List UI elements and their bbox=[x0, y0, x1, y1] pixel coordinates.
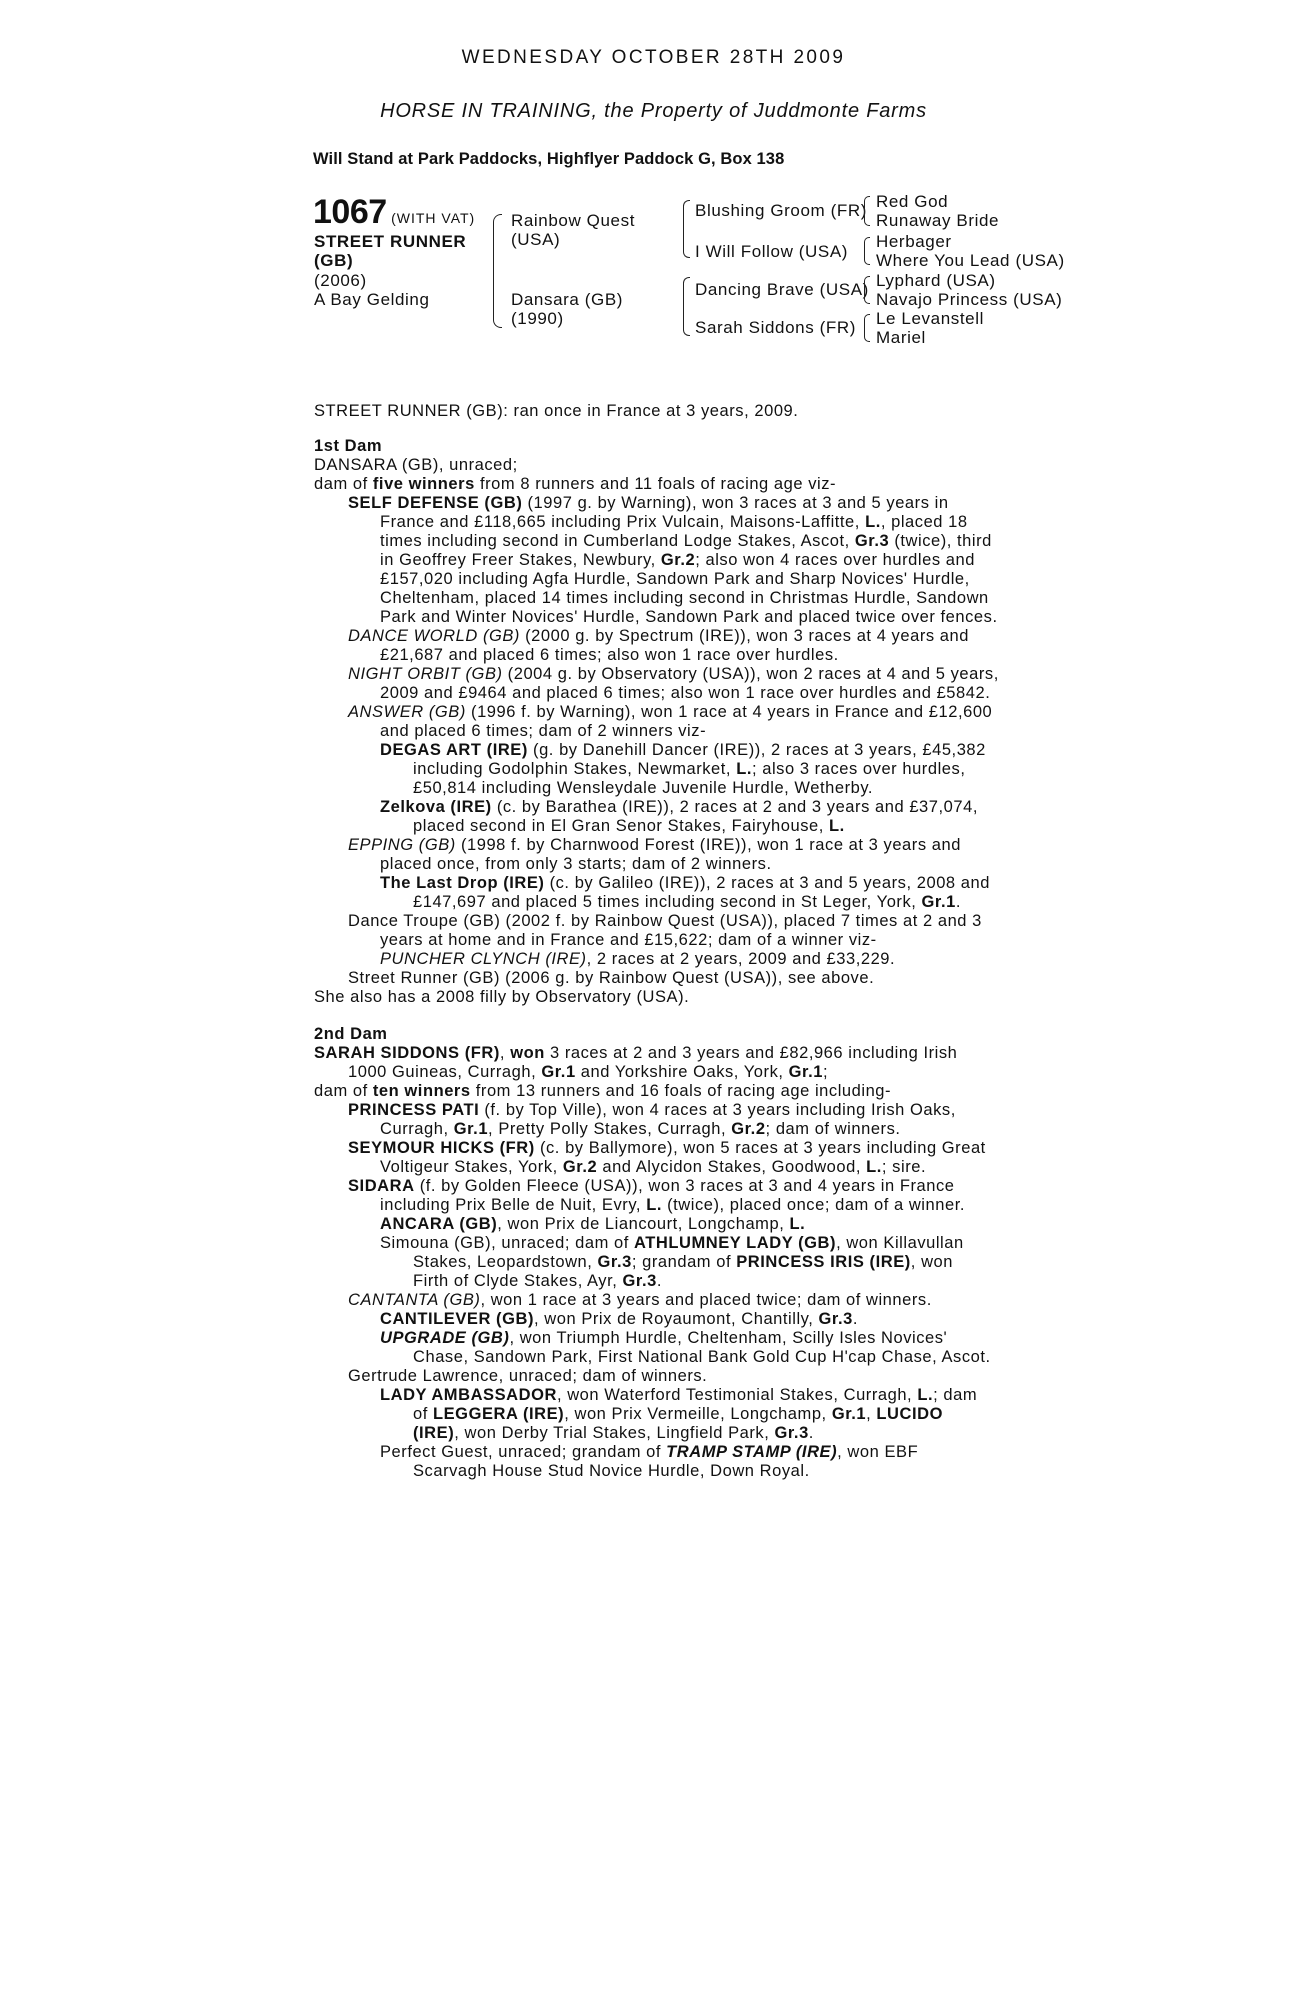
produce-entry-cont: Park and Winter Novices' Hurdle, Sandown Park and placed twice over fences. bbox=[380, 608, 998, 626]
produce-entry-cont: (IRE), won Derby Trial Stakes, Lingfield Park, Gr.3. bbox=[413, 1424, 814, 1442]
produce-entry-cont: Chase, Sandown Park, First National Bank Gold Cup H'cap Chase, Ascot. bbox=[413, 1348, 991, 1366]
produce-entry: CANTILEVER (GB), won Prix de Royaumont, Chantilly, Gr.3. bbox=[380, 1310, 858, 1328]
pedigree-brace-ds bbox=[864, 276, 870, 304]
produce-entry: SIDARA (f. by Golden Fleece (USA)), won 3 races at 3 and 4 years in France bbox=[348, 1177, 955, 1195]
sire-dam-sire: Herbager bbox=[876, 232, 952, 251]
sire-sire-sire: Red God bbox=[876, 192, 949, 211]
produce-entry-cont: 2009 and £9464 and placed 6 times; also won 1 race over hurdles and £5842. bbox=[380, 684, 991, 702]
produce-entry-cont: placed once, from only 3 starts; dam of 2 winners. bbox=[380, 855, 772, 873]
produce-entry-cont: and placed 6 times; dam of 2 winners viz- bbox=[380, 722, 707, 740]
produce-entry: DEGAS ART (IRE) (g. by Danehill Dancer (IRE)), 2 races at 3 years, £45,382 bbox=[380, 741, 986, 759]
pedigree-brace-sire bbox=[683, 200, 690, 258]
lot-number-line bbox=[313, 193, 475, 232]
dam-dam-dam: Mariel bbox=[876, 328, 926, 347]
horse-description: A Bay Gelding bbox=[314, 290, 430, 309]
sire-country: (USA) bbox=[511, 230, 561, 249]
produce-entry: Zelkova (IRE) (c. by Barathea (IRE)), 2 races at 2 and 3 years and £37,074, bbox=[380, 798, 978, 816]
produce-entry-cont: including Godolphin Stakes, Newmarket, L.; also 3 races over hurdles, bbox=[413, 760, 966, 778]
lot-number: 1067 bbox=[313, 193, 387, 231]
section-gap bbox=[314, 1007, 994, 1025]
produce-entry: ANCARA (GB), won Prix de Liancourt, Longchamp, L. bbox=[380, 1215, 806, 1233]
sire-dam-dam: Where You Lead (USA) bbox=[876, 251, 1065, 270]
second-dam-heading: 2nd Dam bbox=[314, 1025, 388, 1043]
produce-entry: PUNCHER CLYNCH (IRE), 2 races at 2 years, 2009 and £33,229. bbox=[380, 950, 896, 968]
produce-entry-cont: Scarvagh House Stud Novice Hurdle, Down Royal. bbox=[413, 1462, 810, 1480]
produce-entry: UPGRADE (GB), won Triumph Hurdle, Cheltenham, Scilly Isles Novices' bbox=[380, 1329, 948, 1347]
second-dam-record-cont: 1000 Guineas, Curragh, Gr.1 and Yorkshire Oaks, York, Gr.1; bbox=[348, 1063, 829, 1081]
dam-dam: Sarah Siddons (FR) bbox=[695, 318, 857, 337]
produce-note: She also has a 2008 filly by Observatory (USA). bbox=[314, 988, 690, 1006]
race-summary: STREET RUNNER (GB): ran once in France at 3 years, 2009. bbox=[314, 402, 799, 420]
first-dam-produce-summary: dam of five winners from 8 runners and 11 foals of racing age viz- bbox=[314, 475, 837, 493]
dam-sire-dam: Navajo Princess (USA) bbox=[876, 290, 1063, 309]
second-dam-record: SARAH SIDDONS (FR), won 3 races at 2 and 3 years and £82,966 including Irish bbox=[314, 1044, 958, 1062]
produce-entry-cont: years at home and in France and £15,622; dam of a winner viz- bbox=[380, 931, 877, 949]
sire-sire: Blushing Groom (FR) bbox=[695, 201, 867, 220]
produce-entry-cont: £147,697 and placed 5 times including second in St Leger, York, Gr.1. bbox=[413, 893, 961, 911]
sale-date: WEDNESDAY OCTOBER 28TH 2009 bbox=[461, 47, 846, 68]
vat-note: (WITH VAT) bbox=[391, 210, 476, 226]
produce-entry: Street Runner (GB) (2006 g. by Rainbow Quest (USA)), see above. bbox=[348, 969, 875, 987]
produce-entry: CANTANTA (GB), won 1 race at 3 years and placed twice; dam of winners. bbox=[348, 1291, 932, 1309]
dam-year: (1990) bbox=[511, 309, 564, 328]
horse-year: (2006) bbox=[314, 271, 367, 290]
produce-entry: Dance Troupe (GB) (2002 f. by Rainbow Quest (USA)), placed 7 times at 2 and 3 bbox=[348, 912, 982, 930]
produce-entry-cont: Stakes, Leopardstown, Gr.3; grandam of PRINCESS IRIS (IRE), won bbox=[413, 1253, 953, 1271]
property-line: HORSE IN TRAINING, the Property of Juddmonte Farms bbox=[380, 100, 927, 122]
pedigree-brace-dam bbox=[683, 277, 690, 336]
pedigree-brace-gen1 bbox=[493, 214, 502, 328]
produce-entry: Simouna (GB), unraced; dam of ATHLUMNEY LADY (GB), won Killavullan bbox=[380, 1234, 964, 1252]
produce-entry: EPPING (GB) (1998 f. by Charnwood Forest (IRE)), won 1 race at 3 years and bbox=[348, 836, 961, 854]
dam-sire-sire: Lyphard (USA) bbox=[876, 271, 996, 290]
produce-entry: DANCE WORLD (GB) (2000 g. by Spectrum (IRE)), won 3 races at 4 years and bbox=[348, 627, 969, 645]
sire-name: Rainbow Quest bbox=[511, 211, 636, 230]
produce-entry-cont: France and £118,665 including Prix Vulcain, Maisons-Laffitte, L., placed 18 bbox=[380, 513, 968, 531]
produce-entry-cont: in Geoffrey Freer Stakes, Newbury, Gr.2; also won 4 races over hurdles and bbox=[380, 551, 975, 569]
produce-entry: NIGHT ORBIT (GB) (2004 g. by Observatory (USA)), won 2 races at 4 and 5 years, bbox=[348, 665, 999, 683]
produce-entry: PRINCESS PATI (f. by Top Ville), won 4 races at 3 years including Irish Oaks, bbox=[348, 1101, 956, 1119]
produce-entry-cont: placed second in El Gran Senor Stakes, Fairyhouse, L. bbox=[413, 817, 845, 835]
sire-dam: I Will Follow (USA) bbox=[695, 242, 849, 261]
produce-entry-cont: £50,814 including Wensleydale Juvenile Hurdle, Wetherby. bbox=[413, 779, 874, 797]
produce-entry: Gertrude Lawrence, unraced; dam of winners. bbox=[348, 1367, 708, 1385]
produce-entry-cont: Voltigeur Stakes, York, Gr.2 and Alycidon Stakes, Goodwood, L.; sire. bbox=[380, 1158, 927, 1176]
pedigree-brace-sd bbox=[864, 237, 870, 265]
produce-entry-cont: Cheltenham, placed 14 times including second in Christmas Hurdle, Sandown bbox=[380, 589, 989, 607]
pedigree-brace-ss bbox=[864, 196, 870, 226]
produce-entry: Perfect Guest, unraced; grandam of TRAMP STAMP (IRE), won EBF bbox=[380, 1443, 919, 1461]
first-dam-status: DANSARA (GB), unraced; bbox=[314, 456, 518, 474]
produce-entry-cont: Curragh, Gr.1, Pretty Polly Stakes, Curragh, Gr.2; dam of winners. bbox=[380, 1120, 901, 1138]
stand-location: Will Stand at Park Paddocks, Highflyer Paddock G, Box 138 bbox=[313, 150, 785, 168]
dam-name: Dansara (GB) bbox=[511, 290, 624, 309]
produce-entry-cont: times including second in Cumberland Lodge Stakes, Ascot, Gr.3 (twice), third bbox=[380, 532, 992, 550]
produce-entry: The Last Drop (IRE) (c. by Galileo (IRE)), 2 races at 3 and 5 years, 2008 and bbox=[380, 874, 990, 892]
horse-name: STREET RUNNER bbox=[314, 232, 467, 251]
produce-entry: LADY AMBASSADOR, won Waterford Testimonial Stakes, Curragh, L.; dam bbox=[380, 1386, 978, 1404]
catalogue-text bbox=[314, 402, 999, 1481]
dam-sire: Dancing Brave (USA) bbox=[695, 280, 869, 299]
produce-entry-cont: including Prix Belle de Nuit, Evry, L. (twice), placed once; dam of a winner. bbox=[380, 1196, 965, 1214]
pedigree-brace-dd bbox=[864, 314, 870, 342]
produce-entry-cont: Firth of Clyde Stakes, Ayr, Gr.3. bbox=[413, 1272, 662, 1290]
horse-country: (GB) bbox=[314, 251, 354, 270]
dam-dam-sire: Le Levanstell bbox=[876, 309, 984, 328]
sire-sire-dam: Runaway Bride bbox=[876, 211, 1000, 230]
first-dam-heading: 1st Dam bbox=[314, 437, 383, 455]
second-dam-produce-summary: dam of ten winners from 13 runners and 16 foals of racing age including- bbox=[314, 1082, 892, 1100]
produce-entry-cont: of LEGGERA (IRE), won Prix Vermeille, Longchamp, Gr.1, LUCIDO bbox=[413, 1405, 943, 1423]
produce-entry: SELF DEFENSE (GB) (1997 g. by Warning), won 3 races at 3 and 5 years in bbox=[348, 494, 949, 512]
produce-entry-cont: £21,687 and placed 6 times; also won 1 race over hurdles. bbox=[380, 646, 839, 664]
produce-entry-cont: £157,020 including Agfa Hurdle, Sandown Park and Sharp Novices' Hurdle, bbox=[380, 570, 970, 588]
produce-entry: SEYMOUR HICKS (FR) (c. by Ballymore), won 5 races at 3 years including Great bbox=[348, 1139, 986, 1157]
produce-entry: ANSWER (GB) (1996 f. by Warning), won 1 race at 4 years in France and £12,600 bbox=[348, 703, 993, 721]
